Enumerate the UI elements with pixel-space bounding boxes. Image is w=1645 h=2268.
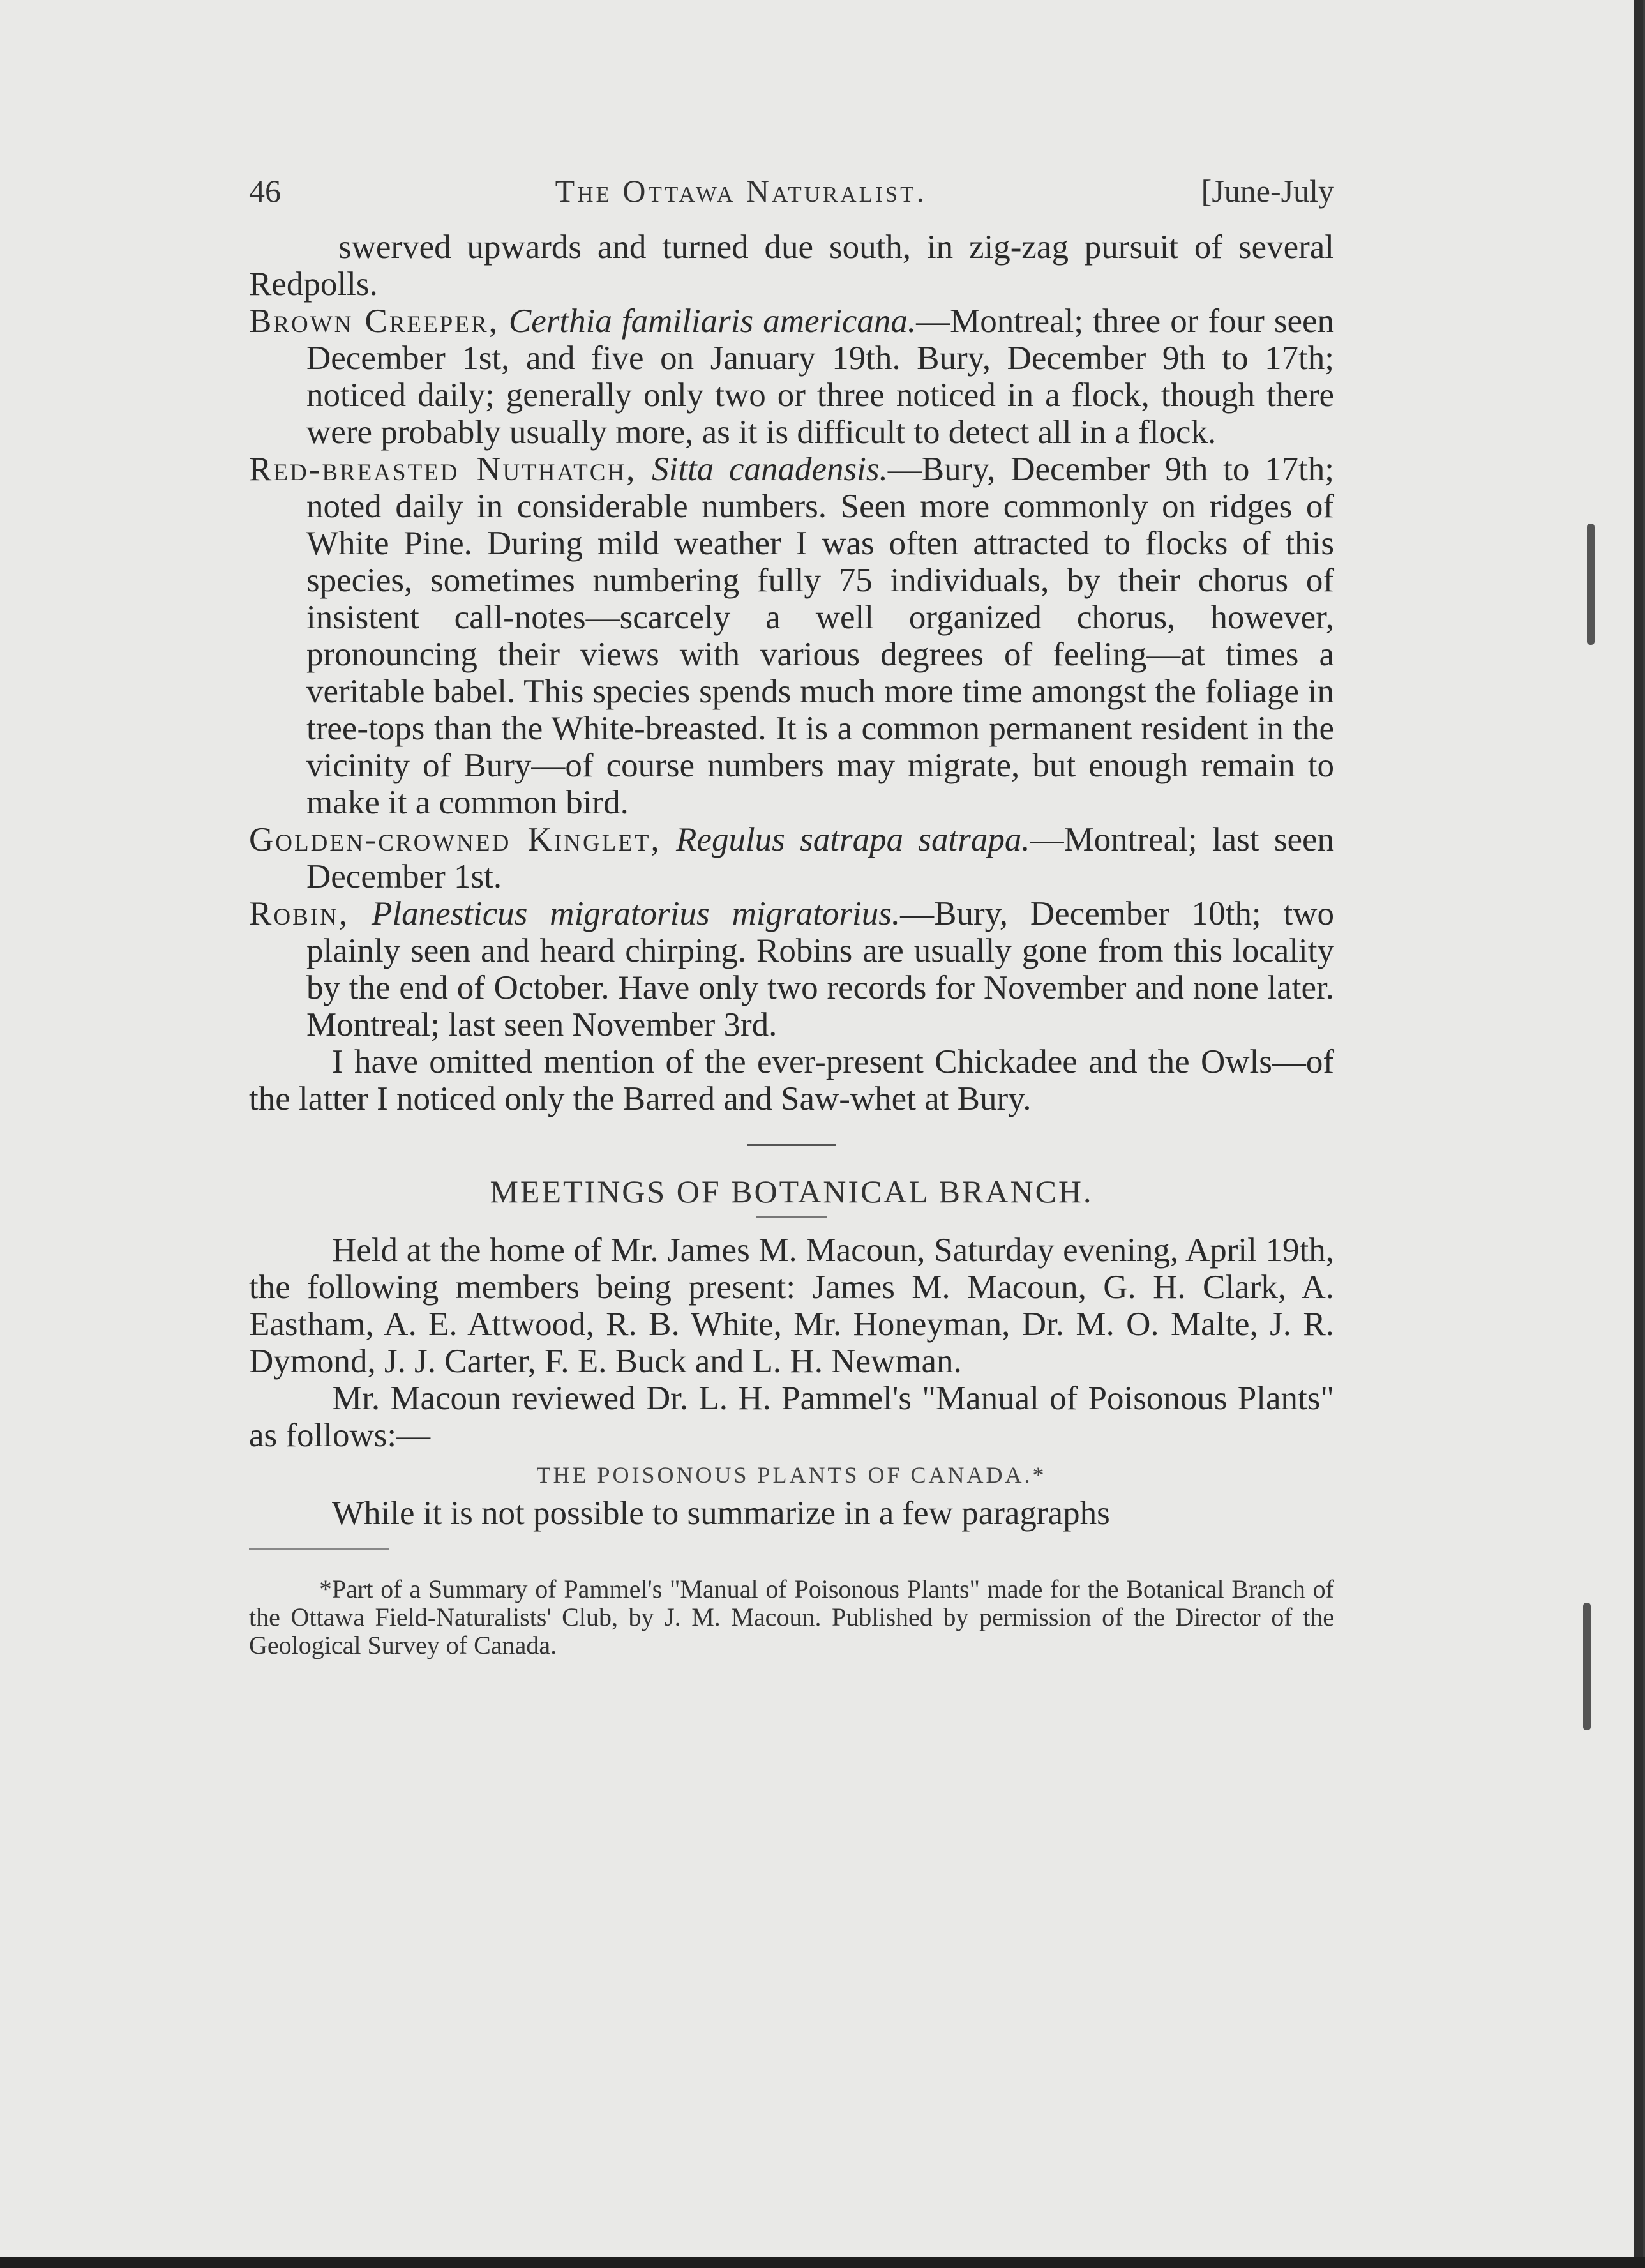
sub-heading: THE POISONOUS PLANTS OF CANADA.* bbox=[536, 1462, 1047, 1488]
continued-text: swerved upwards and turned due south, in zig-zag pursuit of several Redpolls. bbox=[249, 229, 1334, 303]
species-entry-golden-crowned-kinglet bbox=[249, 821, 1334, 895]
page-number: 46 bbox=[249, 173, 281, 209]
scan-mark-lower bbox=[1583, 1603, 1591, 1730]
species-common-name: Robin, bbox=[249, 895, 350, 932]
species-entry-robin bbox=[249, 895, 1334, 1043]
species-scientific-name: Certhia familiaris americana. bbox=[508, 303, 917, 340]
page-edge-bottom bbox=[0, 2257, 1645, 2268]
heading-underline bbox=[756, 1216, 827, 1218]
scan-mark-upper bbox=[1587, 524, 1595, 645]
review-paragraph: Mr. Macoun reviewed Dr. L. H. Pammel's "Manual of Poisonous Plants" as follows:— bbox=[249, 1380, 1334, 1454]
running-head bbox=[249, 172, 1334, 209]
species-common-name: Brown Creeper, bbox=[249, 303, 499, 340]
species-notes: —Montreal; three or four seen December 1st, and five on January 19th. Bury, December 9th to 17th; noticed daily; generally only two or three noticed in a flock, though there were probably usually more, as it is difficult to detect all in a flock. bbox=[306, 303, 1335, 451]
species-notes: —Montreal; last seen December 1st. bbox=[306, 821, 1335, 895]
species-notes: —Bury, December 9th to 17th; noted daily in considerable numbers. Seen more commonly on ridges of White Pine. During mild weather I was often attracted to flocks of this species, sometimes numbering fully 75 individuals, by their chorus of insistent call-notes—scarcely a well organized chorus, however, pronouncing their views with various degrees of feeling—at times a veritable babel. This species spends much more time amongst the foliage in tree-tops than the White-breasted. It is a common permanent resident in the vicinity of Bury—of course numbers may migrate, but enough remain to make it a common bird. bbox=[306, 451, 1334, 821]
section-heading: MEETINGS OF BOTANICAL BRANCH. bbox=[490, 1174, 1093, 1209]
species-scientific-name: Planesticus migratorius migratorius. bbox=[372, 895, 901, 932]
journal-title: The Ottawa Naturalist. bbox=[555, 173, 927, 209]
species-entry-brown-creeper bbox=[249, 303, 1334, 451]
species-scientific-name: Regulus satrapa satrapa. bbox=[676, 821, 1030, 858]
issue-label: [June-July bbox=[1201, 173, 1334, 209]
article-text bbox=[249, 172, 1334, 1685]
page-edge-right bbox=[1634, 0, 1643, 2257]
section-divider bbox=[747, 1144, 836, 1146]
closing-paragraph: I have omitted mention of the ever-present Chickadee and the Owls—of the latter I noticed only the Barred and Saw-whet at Bury. bbox=[249, 1043, 1334, 1117]
species-entry-red-breasted-nuthatch bbox=[249, 451, 1334, 821]
summary-opening: While it is not possible to summarize in a few paragraphs bbox=[332, 1495, 1110, 1532]
meeting-paragraph: Held at the home of Mr. James M. Macoun, Saturday evening, April 19th, the following members being present: James M. Macoun, G. H. Clark, A. Eastham, A. E. Attwood, R. B. White, Mr. Honeyman, Dr. M. O. Malte, J. R. Dymond, J. J. Carter, F. E. Buck and L. H. Newman. bbox=[249, 1232, 1334, 1380]
species-notes: —Bury, December 10th; two plainly seen and heard chirping. Robins are usually gone from this locality by the end of October. Have only two records for November and none later. Montreal; last seen November 3rd. bbox=[306, 895, 1334, 1043]
species-common-name: Golden-crowned Kinglet, bbox=[249, 821, 661, 858]
footnote-rule bbox=[249, 1548, 389, 1550]
species-common-name: Red-breasted Nuthatch, bbox=[249, 451, 637, 488]
species-scientific-name: Sitta canadensis. bbox=[652, 451, 888, 488]
footnote: *Part of a Summary of Pammel's "Manual of Poisonous Plants" made for the Botanical Branch of the Ottawa Field-Naturalists' Club, by J. M. Macoun. Published by permission of the Director of the Geological Survey of Canada. bbox=[249, 1575, 1334, 1659]
